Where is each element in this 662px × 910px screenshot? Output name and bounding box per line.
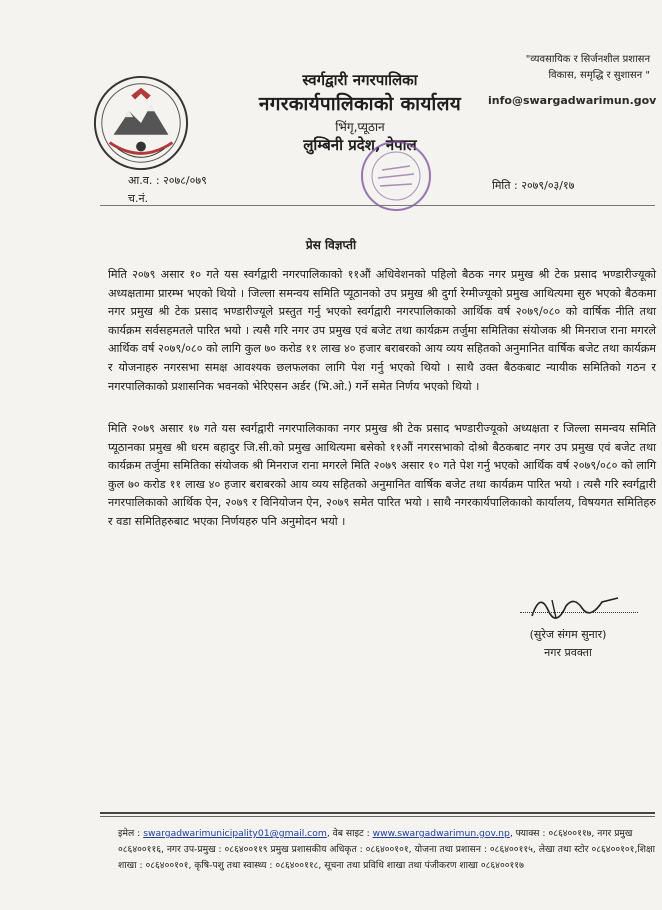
office-address: भिंगृ,प्यूठान [335, 120, 385, 134]
office-name: नगरकार्यपालिकाको कार्यालय [258, 93, 462, 115]
footer-website-link[interactable]: www.swargadwarimun.gov.np [372, 828, 510, 839]
header-email: info@swargadwarimun.gov [488, 94, 657, 107]
footer-contacts [118, 826, 658, 874]
body-paragraph-2: मिति २०७९ असार १७ गते यस स्वर्गद्वारी नगरपालिकाका नगर प्रमुख श्री टेक प्रसाद भण्डारीज्यूको अध्यक्षता र जिल्ला समन्वय समिति प्यूठानका प्रमुख श्री धरम बहादुर जि.सी.को प्रमुख आथित्यमा बसेको ११औं नगरसभाको दोश्रो बैठकबाट नगर उप प्रमुख एवं बजेट तथा कार्यक्रम तर्जुमा समितिका संयोजक श्री मिनराज राना मगरले मिति २०७९ असार १० गते पेश गर्नु भएको आर्थिक वर्ष २०७९/०८० को लागि कुल ७० करोड ११ लाख ४० हजार बराबरको आय व्यय सहितको अनुमानित वार्षिक बजेट तथा कार्यक्रम पारित भयो । त्यसै गरि स्वर्गद्वारी नगरपालिकाको आर्थिक ऐन, २०७९ र विनियोजन ऐन, २०७९ समेत पारित भयो । साथै नगरकार्यपालिकाको कार्यालय, विषयगत समितिहरु र वडा समितिहरुबाट भएका निर्णयहरु पनि अनुमोदन भयो । [108, 422, 656, 528]
reference-block [128, 172, 207, 208]
footer-divider [100, 812, 655, 814]
signature-line [520, 612, 638, 613]
municipality-name: स्वर्गद्वारी नगरपालिका [302, 71, 418, 89]
motto-line-2: विकास, समृद्धि र सुशासन " [548, 70, 650, 81]
footer-contact-numbers: , फ्याक्स : ०८६४००११७, नगर प्रमुख ०८६४००११६, नगर उप-प्रमुख : ०८६४००११९ प्रमुख प्रशासकीय अधिकृत : ०८६४००१०१, योजना तथा प्रशासन : ०८६४००११५, लेखा तथा स्टोर ०८६४००१०१,शिक्षा शाखा : ०८६४००१०१, कृषि-पशु तथा स्वास्थ्य : ०८६४००११८, सूचना तथा प्रविधि शाखा तथा पंजीकरण शाखा ०८६४००११७ [118, 828, 655, 871]
header-divider [100, 205, 655, 206]
province-name: लुम्बिनी प्रदेश, नेपाल [303, 136, 417, 154]
signatory-name: (सुरेज संगम सुनार) [529, 628, 607, 641]
footer-email-label: इमेल : [118, 828, 141, 839]
signatory-title: नगर प्रवक्ता [544, 646, 592, 659]
motto [500, 52, 650, 84]
official-stamp-icon [356, 136, 436, 216]
letter-date: मिति : २०७९/०३/१७ [492, 179, 575, 192]
footer-website-label: , वेब साइट : [326, 828, 370, 839]
fiscal-year: आ.व. : २०७८/०७९ [128, 174, 207, 187]
footer-divider-thin [100, 816, 655, 817]
motto-line-1: "व्यवसायिक र सिर्जनशील प्रशासन [525, 54, 650, 65]
subject-title: प्रेस विज्ञप्ती [305, 238, 357, 252]
footer-email-link[interactable]: swargadwarimunicipality01@gmail.com [143, 828, 327, 839]
nepal-emblem-icon [92, 74, 190, 172]
reference-number: च.नं. [128, 192, 149, 205]
signature-icon [522, 588, 632, 624]
signatory-block [488, 626, 648, 662]
body-paragraph-1: मिति २०७९ असार १० गते यस स्वर्गद्वारी नगरपालिकाको ११औं अधिवेशनको पहिलो बैठक नगर प्रमुख श्री टेक प्रसाद भण्डारीज्यूको अध्यक्षतामा प्रारम्भ भएको थियो । जिल्ला समन्वय समिति प्यूठानको उप प्रमुख श्री दुर्गा रेग्मीज्यूको प्रमुख आथित्यमा सुरु भएको बैठकमा नगर प्रमुख श्री टेक प्रसाद भण्डारीज्यूले प्रस्तुत गर्नु भएको स्वर्गद्वारी नगरपालिकाको आर्थिक वर्ष २०७९/०८० को वार्षिक नीति तथा कार्यक्रम सर्वसहमतले पारित भयो । त्यसै गरि नगर उप प्रमुख एवं बजेट तथा कार्यक्रम तर्जुमा समितिका संयोजक श्री मिनराज राना मगरले आर्थिक वर्ष २०७९/०८० को लागि कुल ७० करोड ११ लाख ४० हजार बराबरको आय व्यय सहितको अनुमानित वार्षिक बजेट तथा कार्यक्रम र योजनाहरु नगरसभा समक्ष आवश्यक छलफलका लागि पेश गर्नु भएको थियो । साथै उक्त बैठकबाट न्यायीक समितिको गठन र नगरपालिकाको प्रशासनिक भवनको भेरिएसन अर्डर (भि.ओ.) गर्ने समेत निर्णय भएको थियो । [108, 268, 656, 393]
